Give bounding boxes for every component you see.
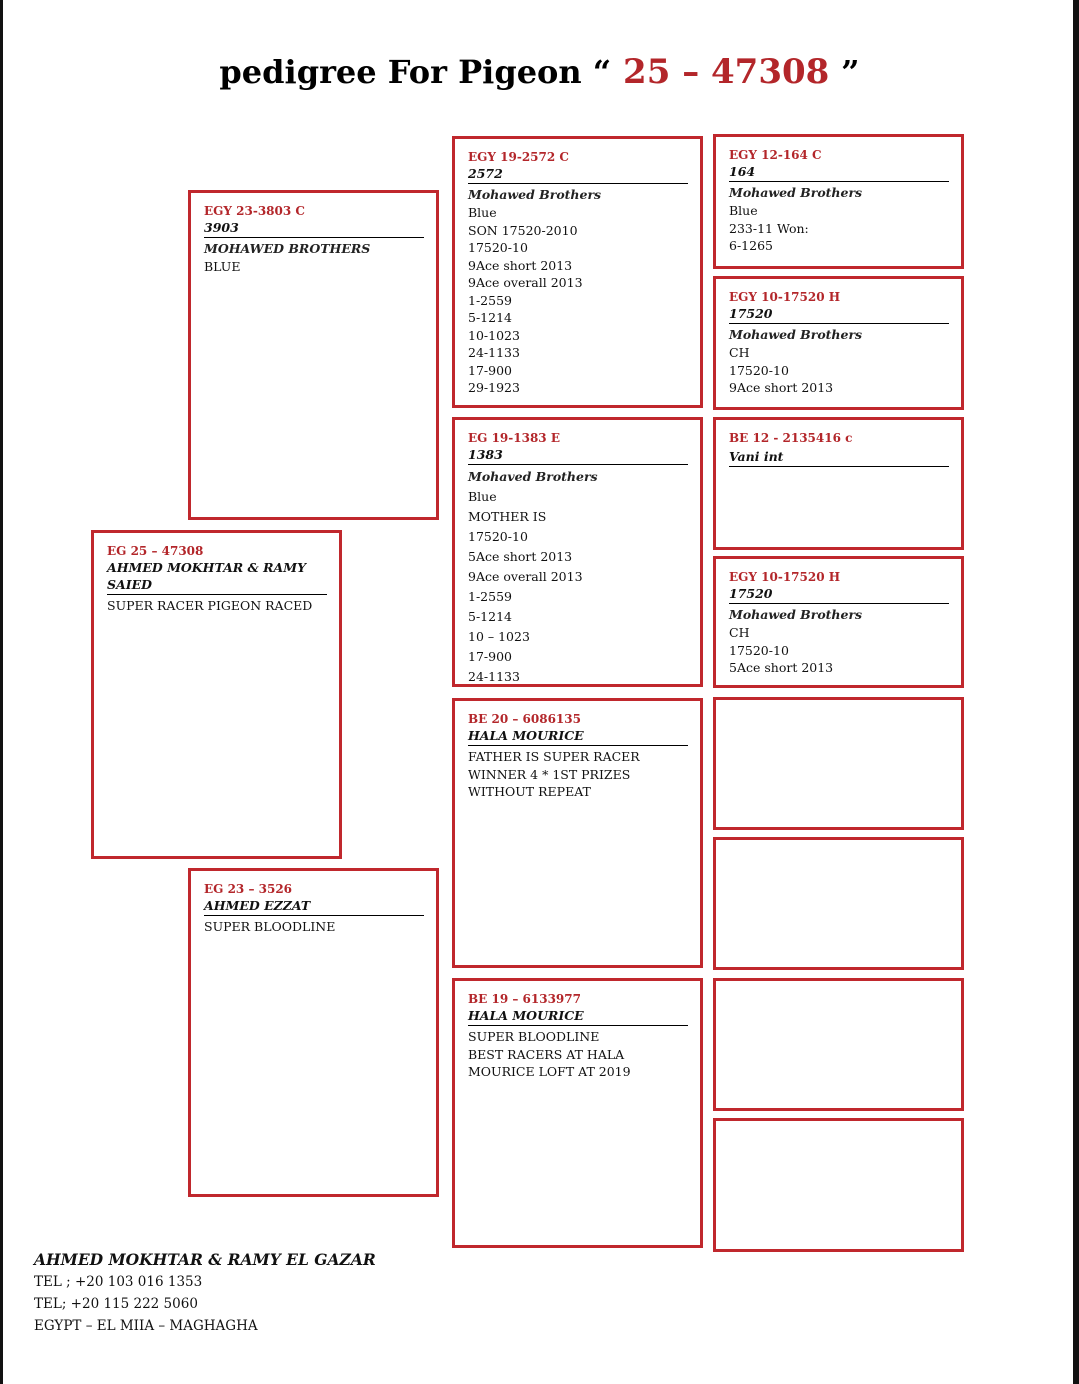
sire-dam-sire-card — [713, 417, 964, 550]
subject-card — [91, 530, 342, 859]
sire-sire-dam-card — [713, 276, 964, 410]
detail-line: 17520-10 — [729, 362, 789, 378]
bird-name: AHMED MOKHTAR & RAMY SAIED — [107, 559, 327, 595]
breeder-name: AHMED MOKHTAR & RAMY EL GAZAR — [34, 1250, 376, 1269]
ring-number: EGY 10-17520 H — [729, 290, 841, 304]
title-prefix: pedigree For Pigeon “ — [219, 53, 612, 91]
bird-name: HALA MOURICE — [468, 1007, 688, 1026]
bird-name: AHMED EZZAT — [204, 897, 424, 916]
ring-number: BE 12 - 2135416 c — [729, 431, 853, 445]
ring-number: BE 19 – 6133977 — [468, 992, 581, 1006]
detail-line: FATHER IS SUPER RACER — [468, 749, 640, 764]
bird-name: 3903 — [204, 219, 424, 238]
detail-line: BEST RACERS AT HALA — [468, 1046, 625, 1062]
detail-line: 9Ace overall 2013 — [468, 569, 583, 584]
detail-line: CH — [729, 625, 750, 640]
detail-line: 29-1923 — [468, 380, 520, 395]
detail-line: 1-2559 — [468, 292, 512, 308]
detail-line: 24-1133 — [468, 345, 520, 360]
bird-name: 1383 — [468, 446, 688, 465]
empty-card — [713, 697, 964, 830]
detail-line: BLUE — [204, 259, 241, 274]
owner: Mohaved Brothers — [468, 469, 598, 484]
detail-line: 17520-10 — [468, 240, 528, 255]
detail-line: 17-900 — [468, 362, 512, 378]
detail-line: 5-1214 — [468, 609, 512, 624]
title-ring-number: 25 – 47308 — [611, 52, 842, 92]
sire-dam-card — [452, 417, 703, 687]
bird-name: HALA MOURICE — [468, 727, 688, 746]
owner: Mohawed Brothers — [729, 185, 863, 200]
detail-line: 17520-10 — [729, 642, 789, 658]
detail-line: 9Ace overall 2013 — [468, 275, 583, 290]
dam-dam-card — [452, 978, 703, 1248]
page-frame-right — [1073, 0, 1079, 1384]
bird-name: 17520 — [729, 585, 949, 604]
detail-line: Blue — [729, 203, 758, 218]
empty-card — [713, 978, 964, 1111]
ring-number: EGY 19-2572 C — [468, 150, 569, 164]
detail-line: 5Ace short 2013 — [729, 660, 834, 675]
page-title — [0, 52, 1079, 92]
ring-number: BE 20 – 6086135 — [468, 712, 581, 726]
detail-line: Blue — [468, 489, 497, 504]
detail-line: CH — [729, 345, 750, 360]
detail-line: SUPER BLOODLINE — [468, 1029, 600, 1044]
detail-line: WINNER 4 * 1ST PRIZES — [468, 766, 631, 782]
owner: Mohawed Brothers — [468, 187, 602, 202]
ring-number: EGY 12-164 C — [729, 148, 822, 162]
detail-line: 9Ace short 2013 — [729, 380, 834, 395]
dam-card — [188, 868, 439, 1197]
empty-card — [713, 837, 964, 970]
bird-name: 164 — [729, 163, 949, 182]
ring-number: EG 23 – 3526 — [204, 882, 293, 896]
sire-card — [188, 190, 439, 520]
detail-line: WITHOUT REPEAT — [468, 784, 591, 799]
bird-name: 17520 — [729, 305, 949, 324]
detail-line: 9Ace short 2013 — [468, 257, 573, 273]
breeder-contact — [34, 1249, 376, 1337]
sire-dam-dam-card — [713, 556, 964, 688]
detail-line: 17520-10 — [468, 529, 528, 544]
detail-line: MOTHER IS — [468, 509, 547, 524]
ring-number: EG 25 – 47308 — [107, 544, 204, 558]
detail-line: 24-1133 — [468, 669, 520, 684]
title-suffix: ” — [841, 53, 860, 91]
ring-number: EGY 10-17520 H — [729, 570, 841, 584]
owner: Mohawed Brothers — [729, 607, 863, 622]
owner: MOHAWED BROTHERS — [204, 241, 371, 256]
phone-1: TEL ; +20 103 016 1353 — [34, 1274, 203, 1290]
detail-line: 1-2559 — [468, 589, 512, 604]
detail-line: 10-1023 — [468, 327, 520, 343]
phone-2: TEL; +20 115 222 5060 — [34, 1296, 198, 1312]
sire-sire-card — [452, 136, 703, 408]
owner: Mohawed Brothers — [729, 327, 863, 342]
bird-name: Vani int — [729, 448, 949, 467]
detail-line: 5-1214 — [468, 310, 512, 325]
empty-card — [713, 1118, 964, 1252]
detail-line: 5Ace short 2013 — [468, 549, 573, 564]
detail-line: 233-11 Won: — [729, 220, 809, 236]
dam-sire-card — [452, 698, 703, 968]
bird-name: 2572 — [468, 165, 688, 184]
detail-line: Blue — [468, 205, 497, 220]
detail-line: SON 17520-2010 — [468, 222, 578, 238]
detail-line: SUPER BLOODLINE — [204, 919, 336, 934]
ring-number: EGY 23-3803 C — [204, 204, 305, 218]
detail-line: MOURICE LOFT AT 2019 — [468, 1064, 631, 1079]
ring-number: EG 19-1383 E — [468, 431, 560, 445]
detail-line: SUPER RACER PIGEON RACED — [107, 598, 313, 613]
page-frame-left — [0, 0, 3, 1384]
address: EGYPT – EL MIIA – MAGHAGHA — [34, 1318, 258, 1334]
sire-sire-sire-card — [713, 134, 964, 269]
detail-line: 10 – 1023 — [468, 629, 530, 644]
detail-line: 6-1265 — [729, 238, 773, 253]
detail-line: 17-900 — [468, 649, 512, 664]
